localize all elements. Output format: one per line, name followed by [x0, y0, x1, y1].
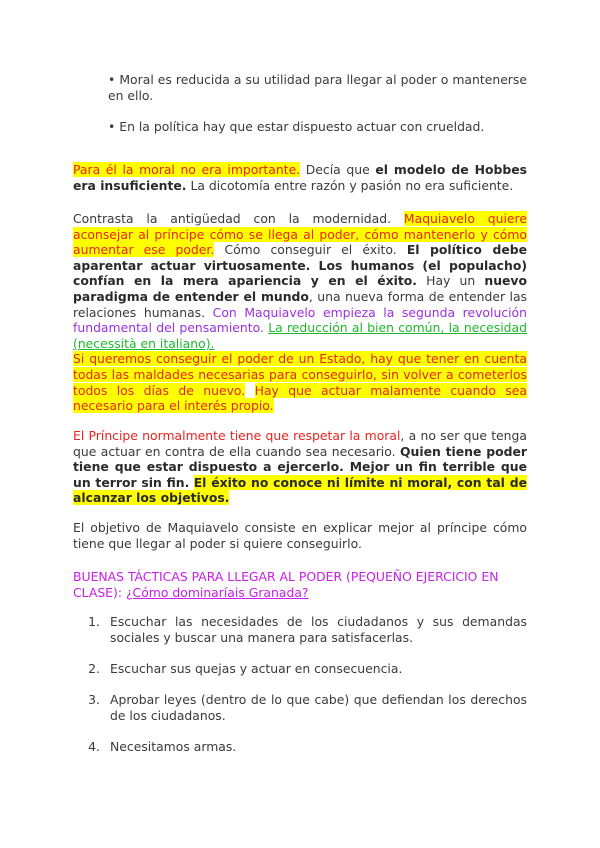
paragraph-principe: El Príncipe normalmente tiene que respetar la moral, a no ser que tenga que actuar en contra de ella cuando sea necesario. Quien tiene poder tiene que estar dispuesto a ejercerlo. Mejor un fin terrible que un terror sin fin. El éxito no conoce ni límite ni moral, con tal de alcanzar los objetivos.: [73, 428, 527, 506]
list-number: 3.: [88, 692, 100, 707]
red-text: El Príncipe normalmente tiene que respetar la moral: [73, 428, 401, 443]
bold-text: nuevo paradigma de entender el mundo: [73, 273, 528, 304]
highlighted-text: Para él la moral no era importante.: [73, 162, 301, 177]
bullet-item: • Moral es reducida a su utilidad para llegar al poder o mantenerse en ello.: [108, 72, 527, 103]
purple-text: Con Maquiavelo empieza la segunda revolución fundamental del pensamiento.: [73, 304, 527, 336]
section-heading: BUENAS TÁCTICAS PARA LLEGAR AL PODER (PEQUEÑO EJERCICIO EN CLASE): ¿Cómo dominaríais Granada?: [73, 569, 499, 600]
highlighted-text: El éxito no conoce ni límite ni moral, con tal de alcanzar los objetivos.: [73, 474, 527, 506]
heading-link[interactable]: ¿Cómo dominaríais Granada?: [125, 584, 309, 600]
paragraph-objetivo: El objetivo de Maquiavelo consiste en explicar mejor al príncipe cómo tiene que llegar al poder si quiere conseguirlo.: [73, 520, 527, 551]
list-number: 1.: [88, 614, 100, 629]
bold-text: el modelo de Hobbes era insuficiente.: [73, 162, 527, 193]
list-number: 4.: [88, 739, 100, 754]
paragraph-maquiavelo: Contrasta la antigüedad con la modernidad. Maquiavelo quiere aconsejar al príncipe cómo se llega al poder, cómo mantenerlo y cómo aumentar ese poder. Cómo conseguir el éxito. El político debe aparentar actuar virtuosamente. Los humanos (el populacho) confían en la mera apariencia y en el éxito. Hay un nuevo paradigma de entender el mundo, una nueva forma de entender las relaciones humanas. Con Maquiavelo empieza la segunda revolución fundamental del pensamiento. La reducción al bien común, la necesidad (necessità en italiano). Si queremos conseguir el poder de un Estado, hay que tener en cuenta todas las maldades necesarias para conseguirlo, sin volver a cometerlos todos los días de nuevo. Hay que actuar malamente cuando sea necesario para el interés propio.: [73, 211, 528, 414]
highlighted-text: Maquiavelo quiere aconsejar al príncipe cómo se llega al poder, cómo mantenerlo y cómo aumentar ese poder.: [73, 211, 527, 258]
bold-text: El político debe aparentar actuar virtuosamente. Los humanos (el populacho) confían en la mera apariencia y en el éxito.: [73, 242, 527, 289]
document-page: • Moral es reducida a su utilidad para llegar al poder o mantenerse en ello. • En la política hay que estar dispuesto actuar con crueldad. Para él la moral no era importante. Decía que el modelo de Hobbes era insuficiente. La dicotomía entre razón y pasión no era suficiente. Contrasta la antigüedad con la modernidad. Maquiavelo quiere aconsejar al príncipe cómo se llega al poder, cómo mantenerlo y cómo aumentar ese poder. Cómo conseguir el éxito. El político debe aparentar actuar virtuosamente. Los humanos (el populacho) confían en la mera apariencia y en el éxito. Hay un nuevo paradigma de entender el mundo, una nueva forma de entender las relaciones humanas. Con Maquiavelo empieza la segunda revolución fundamental del pensamiento. La reducción al bien común, la necesidad (necessità en italiano). Si queremos conseguir el poder de un Estado, hay que tener en cuenta todas las maldades necesarias para conseguirlo, sin volver a cometerlos todos los días de nuevo. Hay que actuar malamente cuando sea necesario para el interés propio. El Príncipe normalmente tiene que respetar la moral, a no ser que tenga que actuar en contra de ella cuando sea necesario. Quien tiene poder tiene que estar dispuesto a ejercerlo. Mejor un fin terrible que un terror sin fin. El éxito no conoce ni límite ni moral, con tal de alcanzar los objetivos. El objetivo de Maquiavelo consiste en explicar mejor al príncipe cómo tiene que llegar al poder si quiere conseguirlo. BUENAS TÁCTICAS PARA LLEGAR AL PODER (PEQUEÑO EJERCICIO EN CLASE): ¿Cómo dominaríais Granada? 1. Escuchar las necesidades de los ciudadanos y sus demandas sociales y buscar una manera para satisfacerlas. 2. Escuchar sus quejas y actuar en consecuencia. 3. Aprobar leyes (dentro de lo que cabe) que defiendan los derechos de los ciudadanos. 4. Necesitamos armas.: [73, 72, 528, 754]
list-number: 2.: [88, 661, 100, 676]
bullet-item: • En la política hay que estar dispuesto actuar con crueldad.: [108, 119, 485, 134]
highlighted-text: Hay que actuar malamente cuando sea necesario para el interés propio.: [73, 382, 527, 414]
bold-text: Quien tiene poder tiene que estar dispuesto a ejercerlo. Mejor un fin terrible que un terror sin fin.: [73, 443, 527, 490]
green-underlined-text: La reducción al bien común, la necesidad (necessità en italiano).: [73, 320, 528, 351]
highlighted-text: Si queremos conseguir el poder de un Estado, hay que tener en cuenta todas las maldades necesarias para conseguirlo, sin volver a cometerlos todos los días de nuevo.: [73, 351, 527, 398]
paragraph-hobbes: Para él la moral no era importante. Decía que el modelo de Hobbes era insuficiente. La dicotomía entre razón y pasión no era suficiente.: [73, 162, 527, 193]
